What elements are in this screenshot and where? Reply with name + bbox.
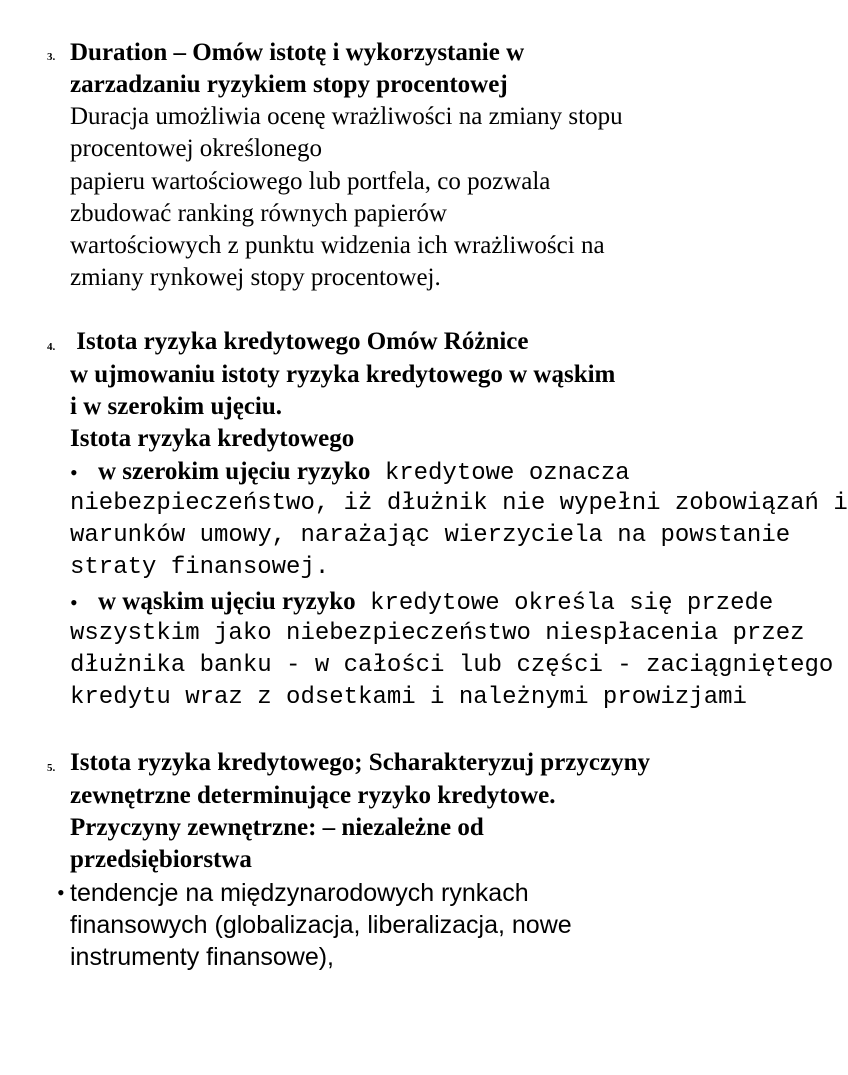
bullet-continuation-line: kredytu wraz z odsetkami i należnymi prowizjami: [70, 684, 747, 711]
bullet-continuation-line: wszystkim jako niebezpieczeństwo niespłacenia przez: [70, 620, 805, 647]
bullet-item-first-line: tendencje na międzynarodowych rynkach: [70, 879, 529, 907]
section-heading-line: w ujmowaniu istoty ryzyka kredytowego w wąskim: [70, 361, 616, 388]
paragraph-line: procentowej określonego: [70, 135, 323, 162]
bullet-marker: •: [57, 880, 65, 905]
bullet-marker: •: [70, 460, 78, 485]
bullet-continuation-line: dłużnika banku - w całości lub części - zaciągniętego: [70, 652, 834, 679]
subheading: Istota ryzyka kredytowego: [70, 425, 355, 452]
list-number: 4.: [47, 341, 56, 353]
section-heading-line: zarzadzaniu ryzykiem stopy procentowej: [70, 71, 508, 98]
paragraph-line: zmiany rynkowej stopy procentowej.: [70, 264, 441, 291]
bullet-bold-term: w szerokim ujęciu ryzyko: [98, 458, 371, 485]
section-heading-line: zewnętrzne determinujące ryzyko kredytowe.: [70, 782, 556, 809]
bullet-bold-term: w wąskim ujęciu ryzyko: [98, 588, 356, 615]
section-heading-line: Istota ryzyka kredytowego; Scharakteryzuj przyczyny: [70, 749, 650, 776]
paragraph-line: Duracja umożliwia ocenę wrażliwości na zmiany stopu: [70, 103, 623, 130]
paragraph-line: zbudować ranking równych papierów: [70, 200, 447, 227]
subheading: przedsiębiorstwa: [70, 846, 252, 873]
section-heading-line: Istota ryzyka kredytowego Omów Różnice: [70, 328, 529, 355]
bullet-text: kredytowe oznacza: [370, 460, 630, 487]
section-heading-line: Duration – Omów istotę i wykorzystanie w: [70, 39, 525, 66]
bullet-continuation-line: instrumenty finansowe),: [70, 943, 335, 971]
list-number: 5.: [47, 762, 56, 774]
bullet-continuation-line: warunków umowy, narażając wierzyciela na powstanie: [70, 522, 791, 549]
list-number: 3.: [47, 51, 56, 63]
bullet-continuation-line: straty finansowej.: [70, 554, 330, 581]
bullet-text: kredytowe określa się przede: [355, 590, 774, 617]
bullet-continuation-line: finansowych (globalizacja, liberalizacja, nowe: [70, 911, 572, 939]
paragraph-line: wartościowych z punktu widzenia ich wrażliwości na: [70, 232, 605, 259]
bullet-continuation-line: niebezpieczeństwo, iż dłużnik nie wypełni zobowiązań i: [70, 490, 848, 517]
bullet-marker: •: [70, 590, 78, 615]
paragraph-line: papieru wartościowego lub portfela, co pozwala: [70, 168, 551, 195]
section-heading-line: i w szerokim ujęciu.: [70, 393, 283, 420]
bullet-item-first-line: [98, 456, 630, 490]
bullet-item-first-line: [98, 586, 773, 620]
subheading: Przyczyny zewnętrzne: – niezależne od: [70, 814, 484, 841]
